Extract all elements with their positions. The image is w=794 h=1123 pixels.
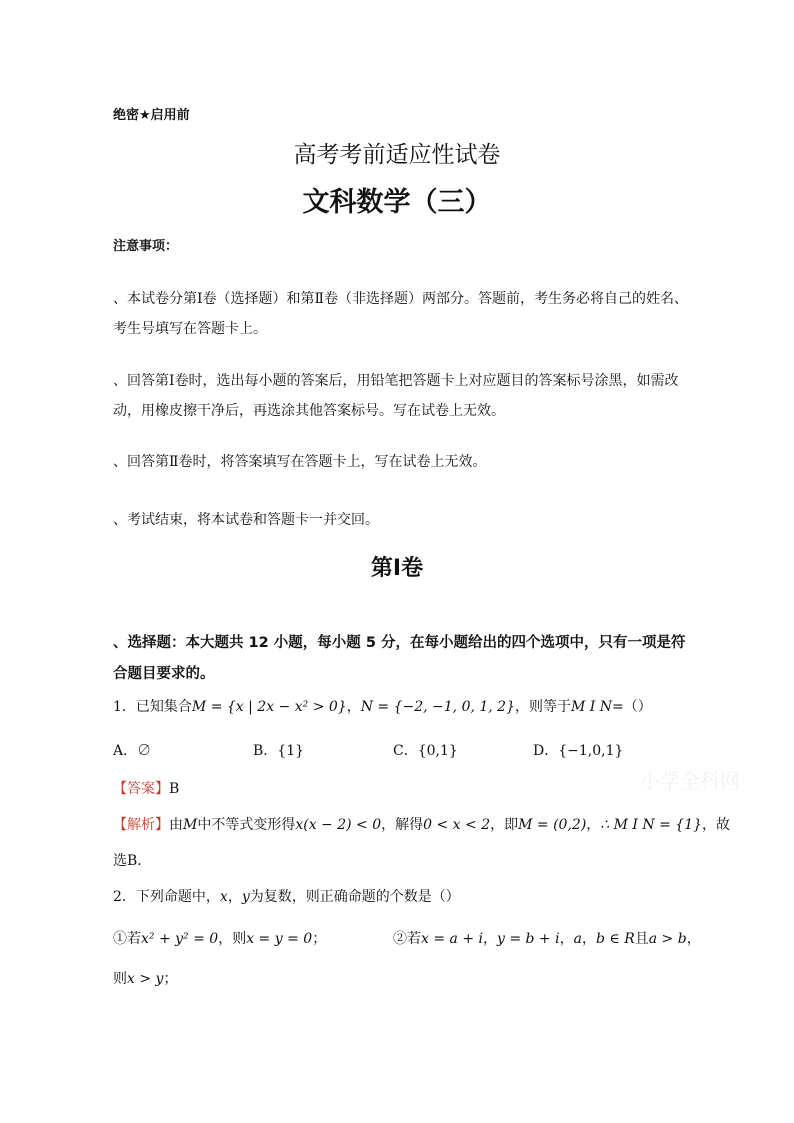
q1-prefix: 1．已知集合: [113, 699, 192, 715]
analysis-text: 中不等式变形得: [197, 817, 296, 833]
claim-math: a > b: [648, 931, 687, 947]
q2-claim-2-line2: [113, 968, 177, 988]
q1-set-n: N = {−2, −1, 0, 1, 2}: [360, 699, 515, 715]
option-label: D．: [533, 743, 559, 759]
q1-sep: ，: [346, 699, 361, 715]
section-heading: 、选择题：本大题共 12 小题，每小题 5 分，在每小题给出的四个选项中，只有一项是符合题目要求的。: [113, 635, 686, 682]
q2-text: 2．下列命题中，: [113, 889, 220, 905]
claim-text: ，: [581, 931, 596, 947]
q2-text: ，: [227, 889, 242, 905]
analysis-math: M = (0,2): [518, 817, 587, 833]
claim-text: 则: [113, 971, 127, 987]
analysis-tag: 【解析】: [113, 817, 169, 833]
option-value: {1}: [277, 743, 305, 759]
q1-analysis-line2: 选B．: [113, 853, 152, 869]
analysis-text: ，即: [490, 817, 519, 833]
exam-title: 高考考前适应性试卷: [293, 142, 501, 168]
q1-suffix: =（）: [612, 699, 652, 715]
claim-text: ，: [559, 931, 574, 947]
claim-text: ，: [686, 931, 701, 947]
volume-heading: 第Ⅰ卷: [370, 556, 424, 581]
claim-math: b ∈ R: [595, 931, 635, 947]
claim-text: ①若: [113, 931, 141, 947]
q1-set-m: M = {x | 2x − x² > 0}: [191, 699, 347, 715]
q2-var-x: x: [219, 889, 228, 905]
claim-text: ，则: [218, 931, 247, 947]
notice-item-4: 、考试结束，将本试卷和答题卡一并交回。: [113, 512, 379, 528]
analysis-math: ∴ M I N = {1}: [600, 817, 703, 833]
q1-option-a: [113, 740, 151, 760]
analysis-text: ，: [586, 817, 601, 833]
question-2: [113, 886, 460, 906]
option-label: A．: [113, 743, 138, 759]
option-value: {−1,0,1}: [558, 743, 624, 759]
claim-math: y = b + i: [496, 931, 560, 947]
analysis-math: x(x − 2) < 0: [295, 817, 382, 833]
q2-text: 为复数，则正确命题的个数是（）: [249, 889, 460, 905]
notice-heading: 注意事项：: [113, 239, 179, 254]
claim-math: x² + y² = 0: [141, 931, 219, 947]
notice-item-2: 、回答第Ⅰ卷时，选出每小题的答案后，用铅笔把答题卡上对应题目的答案标号涂黑，如需改动，用橡皮擦干净后，再选涂其他答案标号。写在试卷上无效。: [113, 373, 679, 419]
claim-math: x = a + i: [421, 931, 483, 947]
q1-option-d: [533, 740, 623, 760]
q2-var-y: y: [241, 889, 250, 905]
analysis-math: M: [183, 817, 198, 833]
analysis-text: ，故: [702, 817, 731, 833]
answer-tag: 【答案】: [113, 781, 169, 797]
claim-text: ②若: [393, 931, 421, 947]
answer-value: B: [169, 781, 180, 797]
q1-option-c: [393, 740, 458, 760]
claim-text: ；: [312, 931, 327, 947]
notice-item-1: 、本试卷分第Ⅰ卷（选择题）和第Ⅱ卷（非选择题）两部分。答题前，考生务必将自己的姓名、考生号填写在答题卡上。: [113, 291, 689, 337]
claim-text: ，: [482, 931, 497, 947]
option-value: {0,1}: [417, 743, 458, 759]
analysis-text: ，解得: [381, 817, 424, 833]
claim-text: 且: [634, 931, 649, 947]
claim-math: x > y: [127, 971, 164, 987]
option-label: C．: [393, 743, 418, 759]
q1-analysis: [113, 814, 730, 834]
claim-math: a: [573, 931, 582, 947]
analysis-text: 由: [169, 817, 183, 833]
watermark: 小学全科网: [640, 769, 740, 793]
exam-subtitle: 文科数学（三）: [302, 187, 492, 218]
q1-expr: M I N: [571, 699, 613, 715]
analysis-math: 0 < x < 2: [423, 817, 491, 833]
q2-claim-1: [113, 928, 326, 948]
claim-math: x = y = 0: [246, 931, 313, 947]
q1-answer: [113, 778, 179, 798]
option-label: B．: [253, 743, 278, 759]
confidential-label: 绝密★启用前: [113, 108, 190, 123]
claim-text: ；: [163, 971, 178, 987]
question-1: [113, 696, 652, 716]
option-value: ∅: [137, 743, 152, 759]
q1-mid: ，则等于: [515, 699, 571, 715]
notice-item-3: 、回答第Ⅱ卷时，将答案填写在答题卡上，写在试卷上无效。: [113, 454, 487, 470]
q1-option-b: [253, 740, 304, 760]
q2-claim-2: [393, 928, 701, 948]
